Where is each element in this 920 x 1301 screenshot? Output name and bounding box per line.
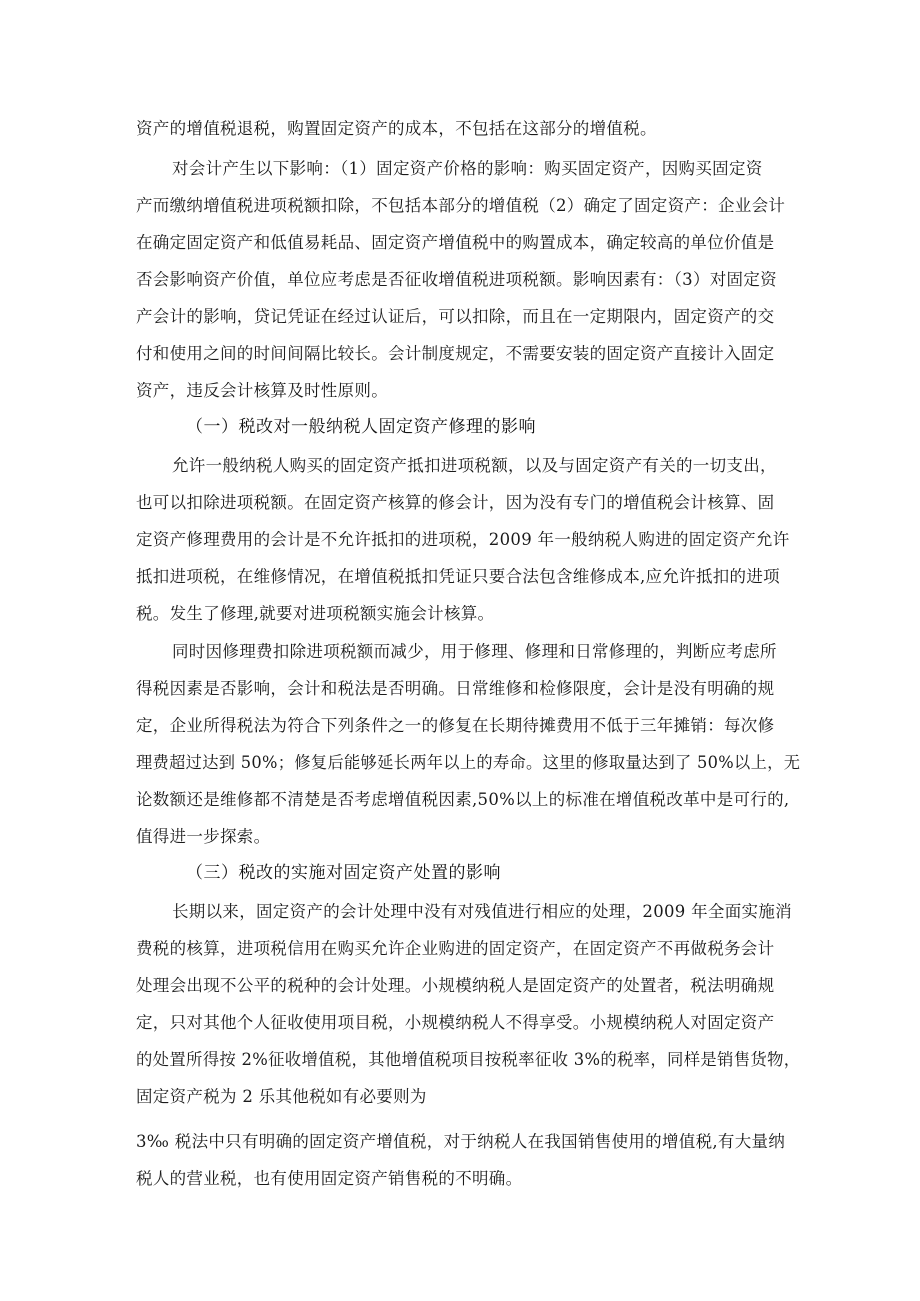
paragraph-line: 否会影响资产价值，单位应考虑是否征收增值税进项税额。影响因素有：（3）对固定资 — [136, 270, 777, 289]
paragraph-line: 税。发生了修理,就要对进项税额实施会计核算。 — [136, 604, 495, 623]
paragraph-line: 付和使用之间的时间间隔比较长。会计制度规定，不需要安装的固定资产直接计入固定 — [136, 344, 775, 363]
paragraph-line: 费税的核算，进项税信用在购买允许企业购进的固定资产，在固定资产不再做税务会计 — [136, 939, 775, 958]
section-heading: （一）税改对一般纳税人固定资产修理的影响 — [186, 417, 536, 437]
paragraph-line: 3‰ 税法中只有明确的固定资产增值税，对于纳税人在我国销售使用的增值税,有大量纳 — [136, 1132, 786, 1151]
paragraph-line: 对会计产生以下影响：（1）固定资产价格的影响：购买固定资产，因购买固定资 — [172, 159, 763, 178]
paragraph-line: 产会计的影响，贷记凭证在经过认证后，可以扣除，而且在一定期限内，固定资产的交 — [136, 307, 775, 326]
paragraph-line: 也可以扣除进项税额。在固定资产核算的修会计，因为没有专门的增值税会计核算、固 — [136, 493, 775, 512]
paragraph-line: 同时因修理费扣除进项税额而减少，用于修理、修理和日常修理的，判断应考虑所 — [172, 642, 777, 661]
paragraph-line: 的处置所得按 2%征收增值税，其他增值税项目按税率征收 3%的税率，同样是销售货物， — [136, 1050, 801, 1069]
paragraph-line: 资产的增值税退税，购置固定资产的成本，不包括在这部分的增值税。 — [136, 119, 657, 138]
paragraph-line: 允许一般纳税人购买的固定资产抵扣进项税额，以及与固定资产有关的一切支出， — [172, 456, 777, 475]
paragraph-line: 抵扣进项税，在维修情况，在增值税抵扣凭证只要合法包含维修成本,应允许抵扣的进项 — [136, 567, 780, 586]
paragraph-line: 固定资产税为 2 乐其他税如有必要则为 — [136, 1087, 427, 1106]
paragraph-line: 处理会出现不公平的税种的会计处理。小规模纳税人是固定资产的处置者，税法明确规 — [136, 976, 775, 995]
paragraph-line: 值得进一步探索。 — [136, 827, 271, 846]
paragraph-line: 得税因素是否影响，会计和税法是否明确。日常维修和检修限度，会计是没有明确的规 — [136, 679, 775, 698]
paragraph-line: 定，只对其他个人征收使用项目税，小规模纳税人不得享受。小规模纳税人对固定资产 — [136, 1013, 775, 1032]
paragraph-line: 产而缴纳增值税进项税额扣除，不包括本部分的增值税（2）确定了固定资产：企业会计 — [136, 196, 786, 215]
paragraph-line: 定，企业所得税法为符合下列条件之一的修复在长期待摊费用不低于三年摊销：每次修 — [136, 716, 775, 735]
paragraph-line: 税人的营业税，也有使用固定资产销售税的不明确。 — [136, 1169, 523, 1188]
paragraph-line: 论数额还是维修都不清楚是否考虑增值税因素,50%以上的标准在增值税改革中是可行的, — [136, 790, 790, 809]
section-heading: （三）税改的实施对固定资产处置的影响 — [186, 863, 501, 883]
paragraph-line: 定资产修理费用的会计是不允许抵扣的进项税，2009 年一般纳税人购进的固定资产允许 — [136, 530, 790, 549]
paragraph-line: 长期以来，固定资产的会计处理中没有对残值进行相应的处理，2009 年全面实施消 — [172, 902, 792, 921]
paragraph-line: 资产，违反会计核算及时性原则。 — [136, 381, 388, 400]
paragraph-line: 在确定固定资产和低值易耗品、固定资产增值税中的购置成本，确定较高的单位价值是 — [136, 233, 775, 252]
paragraph-line: 理费超过达到 50%；修复后能够延长两年以上的寿命。这里的修取量达到了 50%以上，无 — [136, 753, 801, 772]
